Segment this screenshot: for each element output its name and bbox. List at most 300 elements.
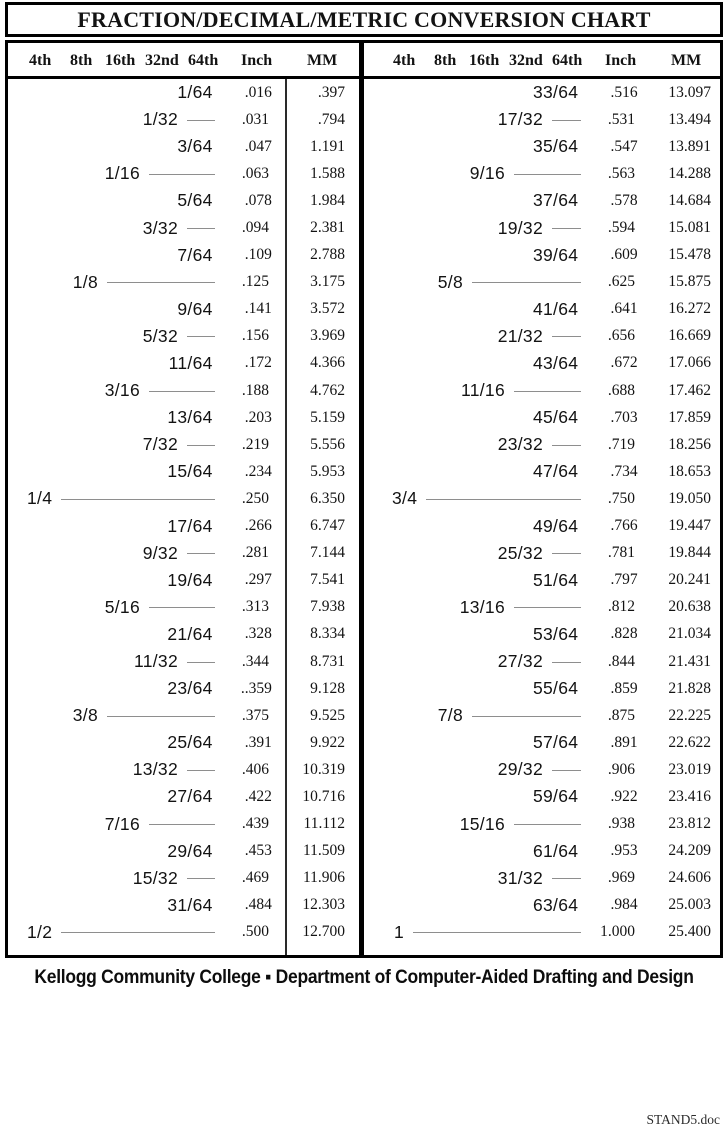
fraction-label: 25/32 [497, 542, 543, 563]
fraction-label: 17/64 [167, 515, 213, 536]
mm-value: 3.175 [310, 273, 345, 291]
mm-value: 6.350 [310, 489, 345, 507]
leader-line [149, 174, 215, 175]
mm-value: 17.462 [668, 381, 711, 399]
leader-line [107, 716, 215, 717]
table-row [364, 133, 720, 160]
leader-zone [107, 702, 217, 729]
leader-zone [552, 865, 583, 892]
inch-value: .203 [244, 408, 272, 426]
fraction-label: 59/64 [532, 786, 579, 807]
leader-zone [187, 323, 217, 350]
fraction-label: 9/64 [177, 298, 213, 319]
mm-value: 12.700 [302, 923, 345, 941]
leader-zone [149, 160, 217, 187]
inch-value: 1.000 [600, 923, 635, 941]
inch-value: .439 [241, 815, 269, 833]
mm-value: 19.447 [668, 517, 712, 535]
inch-value: .078 [244, 191, 272, 209]
table-row [8, 540, 359, 567]
leader-line [472, 282, 581, 283]
inch-value: .641 [610, 300, 638, 318]
mm-value: 4.762 [310, 381, 345, 399]
fraction-label: 45/64 [532, 407, 579, 428]
inch-value: .297 [244, 571, 272, 589]
fraction-label: 51/64 [532, 569, 579, 590]
inch-value: .750 [607, 489, 635, 507]
leader-line [187, 228, 215, 229]
table-row [364, 160, 720, 187]
mm-value: 11.906 [302, 869, 345, 887]
table-row [364, 214, 720, 241]
column-header-mm: MM [671, 52, 702, 69]
leader-zone [472, 702, 583, 729]
column-header-8th: 8th [70, 52, 93, 69]
mm-value: 9.922 [310, 733, 345, 751]
leader-line [187, 336, 215, 337]
table-row [8, 404, 359, 431]
page-title: FRACTION/DECIMAL/METRIC CONVERSION CHART [77, 6, 651, 32]
mm-value: 10.319 [302, 760, 345, 778]
inch-value: .922 [610, 787, 638, 805]
fraction-label: 5/16 [104, 596, 140, 617]
leader-zone [187, 756, 217, 783]
inch-value: .141 [244, 300, 272, 318]
doc-filename: STAND5.doc [646, 1112, 720, 1127]
mm-value: 19.050 [668, 489, 711, 507]
leader-line [552, 120, 581, 121]
mm-value: 1.191 [310, 137, 345, 155]
inch-value: .391 [244, 733, 272, 751]
right-panel [364, 43, 720, 955]
column-header-4th: 4th [393, 52, 416, 69]
fraction-label: 49/64 [532, 515, 579, 536]
mm-value: 23.812 [668, 815, 711, 833]
inch-value: .781 [607, 544, 635, 562]
table-row [364, 702, 720, 729]
mm-value: 10.716 [302, 787, 345, 805]
table-row [364, 269, 720, 296]
mm-value: 20.638 [668, 598, 711, 616]
inch-value: .109 [244, 246, 272, 264]
leader-zone [514, 594, 583, 621]
table-row [8, 919, 359, 946]
leader-line [149, 607, 215, 608]
fraction-label: 55/64 [532, 678, 579, 699]
left-panel [8, 43, 364, 955]
inch-value: .609 [610, 246, 638, 264]
table-row [364, 242, 720, 269]
table-row [364, 485, 720, 512]
inch-value: .984 [610, 896, 638, 914]
table-row [8, 431, 359, 458]
column-header-64th: 64th [552, 52, 583, 69]
leader-line [514, 174, 581, 175]
fraction-label: 19/32 [497, 217, 543, 238]
mm-value: 3.969 [310, 327, 345, 345]
table-row [364, 675, 720, 702]
inch-value: .234 [244, 462, 272, 480]
mm-value: 3.572 [310, 300, 345, 318]
mm-value: 21.034 [668, 625, 712, 643]
inch-value: .563 [607, 164, 635, 182]
leader-zone [552, 756, 583, 783]
mm-value: 18.256 [668, 435, 711, 453]
fraction-label: 63/64 [532, 894, 579, 915]
inch-value: .188 [241, 381, 269, 399]
inch-value: .016 [244, 83, 272, 101]
mm-value: 14.288 [668, 164, 711, 182]
mm-value: .397 [317, 83, 345, 101]
table-row [364, 838, 720, 865]
column-header-8th: 8th [434, 52, 457, 69]
table-row [8, 214, 359, 241]
fraction-label: 1/16 [104, 163, 140, 184]
leader-zone [149, 377, 217, 404]
inch-value: .797 [610, 571, 638, 589]
right-rows [364, 79, 720, 946]
fraction-label: 31/32 [497, 867, 543, 888]
table-row [8, 865, 359, 892]
table-row [364, 783, 720, 810]
mm-value: 25.003 [668, 896, 712, 914]
table-row [8, 702, 359, 729]
table-row [8, 892, 359, 919]
chart-title-box [5, 2, 723, 37]
leader-zone [107, 269, 217, 296]
leader-line [149, 391, 215, 392]
mm-value: .794 [317, 110, 345, 128]
inch-value: .172 [244, 354, 272, 372]
fraction-label: 37/64 [532, 190, 579, 211]
table-row [364, 79, 720, 106]
fraction-label: 29/64 [167, 840, 213, 861]
table-row [364, 811, 720, 838]
leader-line [413, 932, 581, 933]
leader-line [552, 336, 581, 337]
leader-zone [149, 811, 217, 838]
fraction-label: 15/16 [459, 813, 505, 834]
inch-value: .859 [610, 679, 638, 697]
table-row [8, 783, 359, 810]
table-row [8, 513, 359, 540]
fraction-label: 21/32 [497, 325, 543, 346]
inch-value: .766 [610, 517, 638, 535]
mm-value: 23.019 [668, 760, 711, 778]
inch-value: .594 [607, 219, 635, 237]
right-header-row [364, 43, 720, 79]
leader-zone [472, 269, 583, 296]
column-header-32nd: 32nd [145, 52, 179, 69]
inch-value: .719 [607, 435, 635, 453]
mm-value: 13.494 [668, 110, 711, 128]
leader-line [472, 716, 581, 717]
fraction-label: 1 [393, 921, 404, 942]
table-row [364, 865, 720, 892]
leader-line [187, 770, 215, 771]
mm-value: 9.525 [310, 706, 345, 724]
inch-value: .313 [241, 598, 269, 616]
table-row [364, 350, 720, 377]
leader-zone [187, 431, 217, 458]
mm-value: 7.144 [310, 544, 345, 562]
leader-line [149, 824, 215, 825]
inch-value: .500 [241, 923, 269, 941]
fraction-label: 19/64 [167, 569, 213, 590]
column-header-32nd: 32nd [509, 52, 543, 69]
mm-value: 21.431 [668, 652, 711, 670]
leader-zone [187, 214, 217, 241]
mm-value: 1.984 [310, 191, 345, 209]
fraction-label: 11/64 [168, 352, 213, 373]
inch-value: .891 [610, 733, 638, 751]
table-row [364, 892, 720, 919]
leader-zone [61, 919, 217, 946]
mm-value: 2.788 [310, 246, 345, 264]
leader-line [552, 553, 581, 554]
leader-line [552, 770, 581, 771]
inch-value: .063 [241, 164, 269, 182]
mm-value: 14.684 [668, 191, 712, 209]
mm-value: 11.509 [302, 842, 345, 860]
inch-value: .516 [610, 83, 638, 101]
fraction-label: 5/32 [142, 325, 178, 346]
fraction-label: 27/64 [167, 786, 213, 807]
mm-value: 21.828 [668, 679, 712, 697]
mm-value: 8.334 [310, 625, 345, 643]
inch-value: .625 [607, 273, 635, 291]
inch-value: .484 [244, 896, 272, 914]
leader-line [187, 120, 215, 121]
inch-value: .422 [244, 787, 272, 805]
table-row [8, 621, 359, 648]
mm-value: 7.541 [310, 571, 345, 589]
table-row [364, 187, 720, 214]
fraction-label: 23/64 [167, 678, 213, 699]
inch-value: .125 [241, 273, 269, 291]
table-row [364, 729, 720, 756]
mm-value: 25.400 [668, 923, 711, 941]
mm-value: 12.303 [302, 896, 345, 914]
mm-value: 17.859 [668, 408, 712, 426]
footer-text: Kellogg Community College ▪ Department of Computer-Aided Drafting and Design [34, 967, 694, 988]
leader-line [61, 932, 215, 933]
inch-value: .375 [241, 706, 269, 724]
fraction-label: 33/64 [532, 82, 579, 103]
inch-value: .938 [607, 815, 635, 833]
leader-zone [187, 540, 217, 567]
fraction-label: 43/64 [532, 352, 579, 373]
inch-value: .906 [607, 760, 635, 778]
inch-value: .047 [244, 137, 272, 155]
leader-zone [552, 106, 583, 133]
fraction-label: 29/32 [497, 759, 543, 780]
fraction-label: 7/8 [437, 705, 463, 726]
leader-zone [61, 485, 217, 512]
leader-line [187, 878, 215, 879]
table-row [8, 648, 359, 675]
mm-value: 5.159 [310, 408, 345, 426]
leader-line [187, 445, 215, 446]
mm-value: 24.209 [668, 842, 712, 860]
mm-value: 5.556 [310, 435, 345, 453]
leader-zone [552, 540, 583, 567]
table-row [8, 242, 359, 269]
mm-value: 11.112 [303, 815, 345, 833]
table-row [8, 567, 359, 594]
mm-value: 13.097 [668, 83, 712, 101]
mm-value: 2.381 [310, 219, 345, 237]
table-row [364, 404, 720, 431]
table-row [8, 838, 359, 865]
leader-line [552, 662, 581, 663]
mm-value: 22.225 [668, 706, 711, 724]
mm-value: 6.747 [310, 517, 345, 535]
fraction-label: 53/64 [532, 623, 579, 644]
table-row [8, 187, 359, 214]
leader-zone [552, 323, 583, 350]
inch-value: .953 [610, 842, 638, 860]
fraction-label: 21/64 [167, 623, 213, 644]
table-row [364, 458, 720, 485]
table-row [8, 811, 359, 838]
mm-value: 18.653 [668, 462, 712, 480]
column-header-4th: 4th [29, 52, 52, 69]
inch-value: .734 [610, 462, 638, 480]
table-row [364, 296, 720, 323]
mm-value: 23.416 [668, 787, 712, 805]
mm-value: 20.241 [668, 571, 712, 589]
inch-value: .250 [241, 489, 269, 507]
inch-value: .031 [241, 110, 269, 128]
inch-value: .531 [607, 110, 635, 128]
leader-zone [514, 377, 583, 404]
fraction-label: 15/64 [167, 461, 213, 482]
fraction-label: 39/64 [532, 244, 579, 265]
mm-value: 24.606 [668, 869, 711, 887]
fraction-label: 57/64 [532, 732, 579, 753]
table-row [364, 377, 720, 404]
column-header-16th: 16th [105, 52, 136, 69]
leader-zone [187, 648, 217, 675]
leader-zone [514, 160, 583, 187]
table-row [8, 133, 359, 160]
leader-zone [552, 214, 583, 241]
mm-value: 4.366 [310, 354, 345, 372]
fraction-label: 5/8 [437, 271, 463, 292]
fraction-label: 13/16 [459, 596, 505, 617]
fraction-label: 5/64 [177, 190, 213, 211]
inch-value: .672 [610, 354, 638, 372]
leader-zone [413, 919, 583, 946]
mm-value: 8.731 [310, 652, 345, 670]
inch-value: .828 [610, 625, 638, 643]
leader-line [187, 553, 215, 554]
inch-value: ..359 [240, 679, 272, 697]
column-header-inch: Inch [605, 52, 637, 69]
fraction-label: 1/32 [142, 109, 178, 130]
fraction-label: 25/64 [167, 732, 213, 753]
column-header-mm: MM [307, 52, 338, 69]
table-row [8, 675, 359, 702]
leader-line [426, 499, 581, 500]
leader-zone [552, 431, 583, 458]
fraction-label: 23/32 [497, 434, 543, 455]
inch-value: .656 [607, 327, 635, 345]
fraction-label: 9/32 [142, 542, 178, 563]
table-row [8, 79, 359, 106]
fraction-label: 11/32 [134, 651, 178, 672]
inch-value: .578 [610, 191, 638, 209]
fraction-label: 13/32 [132, 759, 178, 780]
inch-mm-divider [285, 79, 287, 955]
fraction-label: 1/8 [72, 271, 98, 292]
inch-value: .453 [244, 842, 272, 860]
conversion-table [5, 40, 723, 958]
mm-value: 9.128 [310, 679, 345, 697]
table-row [8, 729, 359, 756]
fraction-label: 31/64 [167, 894, 213, 915]
table-row [364, 621, 720, 648]
table-row [8, 350, 359, 377]
inch-value: .469 [241, 869, 269, 887]
left-header-row [8, 43, 359, 79]
leader-line [552, 878, 581, 879]
table-row [8, 323, 359, 350]
table-row [8, 485, 359, 512]
mm-value: 17.066 [668, 354, 712, 372]
fraction-label: 9/16 [469, 163, 505, 184]
leader-line [107, 282, 215, 283]
leader-line [514, 391, 581, 392]
left-rows [8, 79, 359, 946]
leader-line [552, 445, 581, 446]
table-row [364, 106, 720, 133]
inch-value: .328 [244, 625, 272, 643]
inch-value: .703 [610, 408, 638, 426]
leader-zone [552, 648, 583, 675]
mm-value: 16.272 [668, 300, 712, 318]
leader-zone [514, 811, 583, 838]
table-row [364, 431, 720, 458]
mm-value: 19.844 [668, 544, 711, 562]
fraction-label: 3/64 [177, 136, 213, 157]
mm-value: 13.891 [668, 137, 712, 155]
column-header-inch: Inch [241, 52, 273, 69]
leader-zone [187, 865, 217, 892]
leader-line [61, 499, 215, 500]
table-row [8, 377, 359, 404]
fraction-label: 11/16 [461, 380, 505, 401]
mm-value: 5.953 [310, 462, 345, 480]
inch-value: .812 [607, 598, 635, 616]
inch-value: .547 [610, 137, 638, 155]
column-header-16th: 16th [469, 52, 500, 69]
mm-value: 22.622 [668, 733, 712, 751]
mm-value: 15.875 [668, 273, 711, 291]
fraction-label: 3/4 [392, 488, 418, 509]
mm-value: 7.938 [310, 598, 345, 616]
inch-value: .344 [241, 652, 269, 670]
fraction-label: 1/4 [27, 488, 53, 509]
inch-value: .844 [607, 652, 635, 670]
mm-value: 16.669 [668, 327, 711, 345]
table-row [8, 106, 359, 133]
mm-value: 15.081 [668, 219, 711, 237]
table-row [364, 594, 720, 621]
fraction-label: 3/16 [104, 380, 140, 401]
table-row [364, 756, 720, 783]
